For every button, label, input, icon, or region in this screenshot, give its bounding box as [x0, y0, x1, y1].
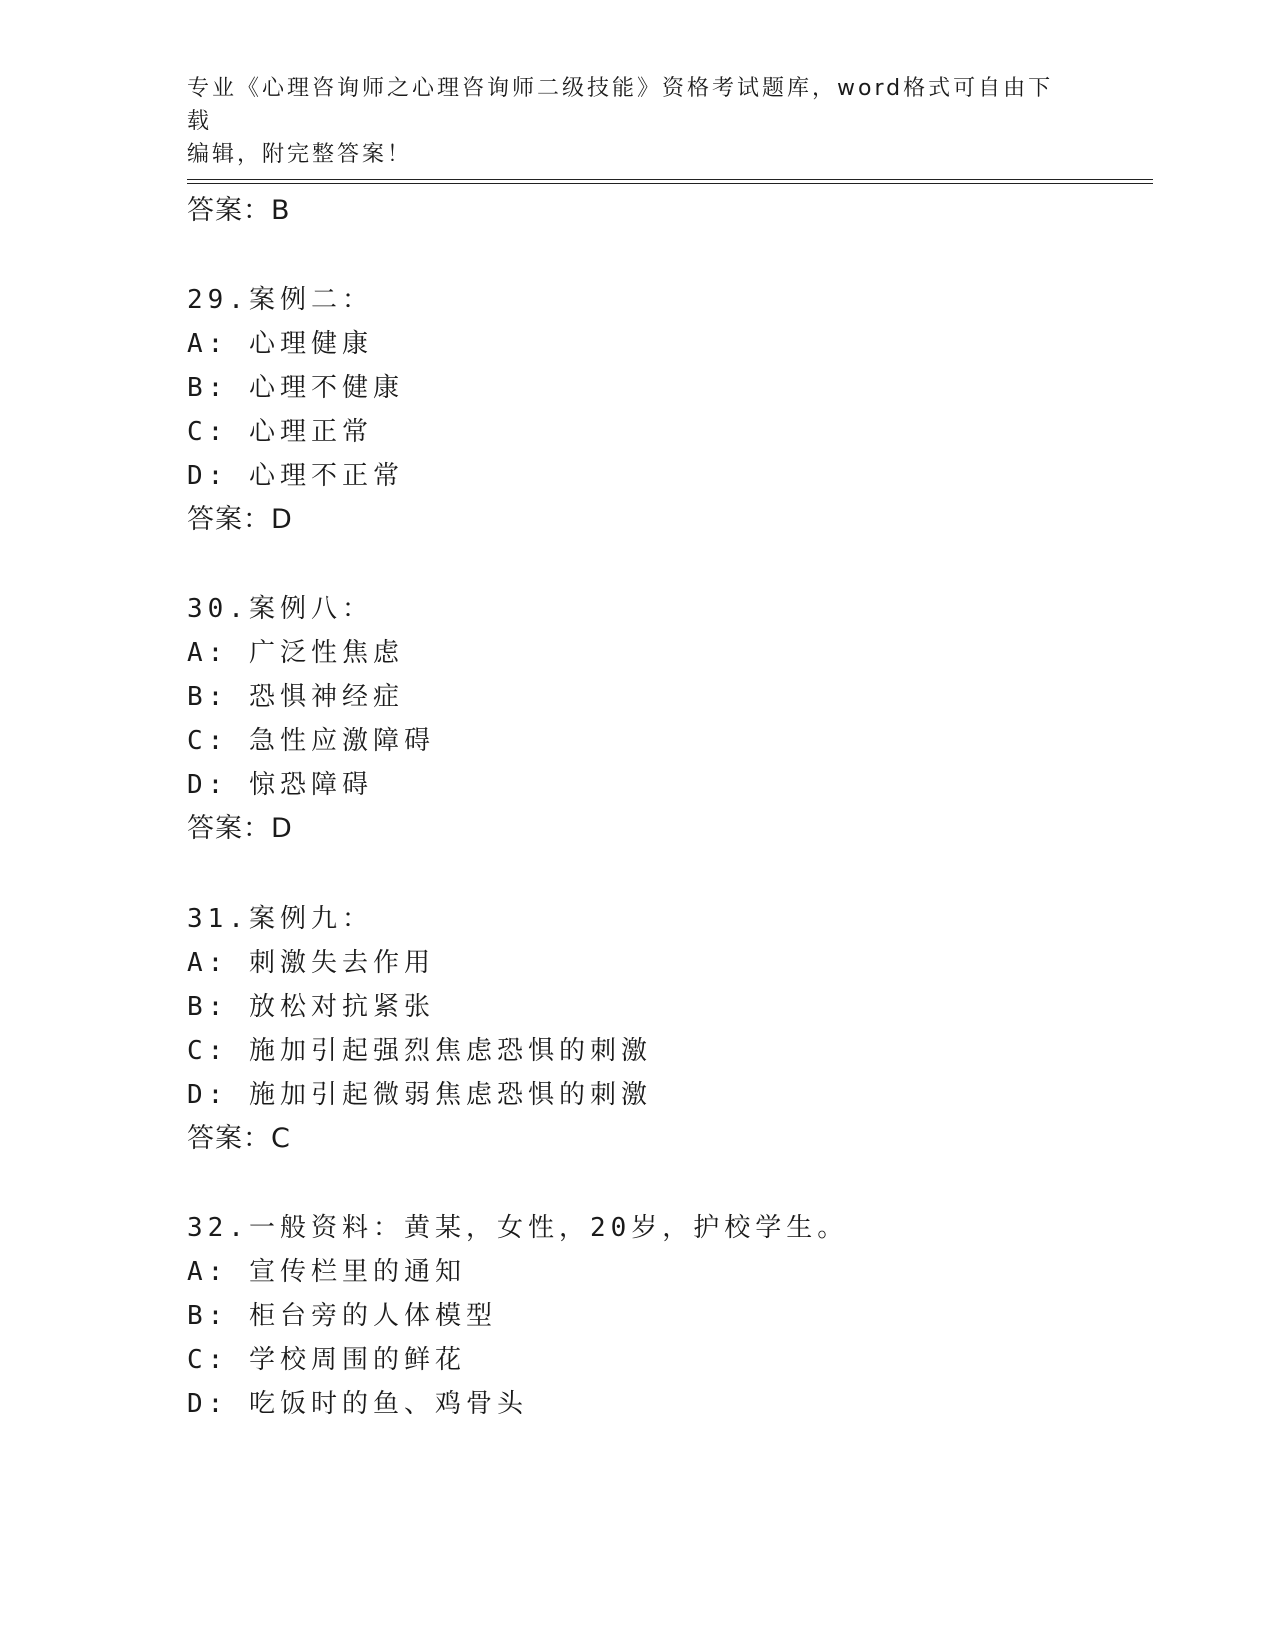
divider-line-bottom [187, 183, 1153, 184]
question-30: 30.案例八： [187, 594, 373, 624]
header-line-2: 编辑，附完整答案！ [187, 142, 413, 167]
question-31-option-c: C: 施加引起强烈焦虑恐惧的刺激 [187, 1036, 652, 1066]
header-divider [187, 179, 1153, 186]
question-30-option-d: D: 惊恐障碍 [187, 770, 373, 800]
question-32: 32.一般资料：黄某，女性，20岁，护校学生。 [187, 1213, 849, 1243]
document-header [187, 72, 1067, 171]
question-31-answer: 答案：C [187, 1123, 291, 1154]
question-29-option-d: D: 心理不正常 [187, 461, 404, 491]
answer-previous: 答案：B [187, 195, 291, 226]
question-29-answer: 答案：D [187, 504, 293, 535]
question-32-option-d: D: 吃饭时的鱼、鸡骨头 [187, 1389, 528, 1419]
question-30-answer: 答案：D [187, 813, 293, 844]
question-29: 29.案例二： [187, 285, 373, 315]
question-30-option-b: B: 恐惧神经症 [187, 682, 404, 712]
question-31-option-b: B: 放松对抗紧张 [187, 992, 435, 1022]
question-31-option-d: D: 施加引起微弱焦虑恐惧的刺激 [187, 1080, 652, 1110]
question-29-option-a: A: 心理健康 [187, 329, 373, 359]
question-29-option-c: C: 心理正常 [187, 417, 373, 447]
question-30-option-c: C: 急性应激障碍 [187, 726, 435, 756]
question-30-option-a: A: 广泛性焦虑 [187, 638, 404, 668]
question-29-option-b: B: 心理不健康 [187, 373, 404, 403]
question-31: 31.案例九： [187, 904, 373, 934]
divider-line-top [187, 179, 1153, 180]
header-line-1: 专业《心理咨询师之心理咨询师二级技能》资格考试题库，word格式可自由下载 [187, 76, 1054, 134]
question-32-option-b: B: 柜台旁的人体模型 [187, 1301, 497, 1331]
question-32-option-c: C: 学校周围的鲜花 [187, 1345, 466, 1375]
question-31-option-a: A: 刺激失去作用 [187, 948, 435, 978]
question-32-option-a: A: 宣传栏里的通知 [187, 1257, 466, 1287]
